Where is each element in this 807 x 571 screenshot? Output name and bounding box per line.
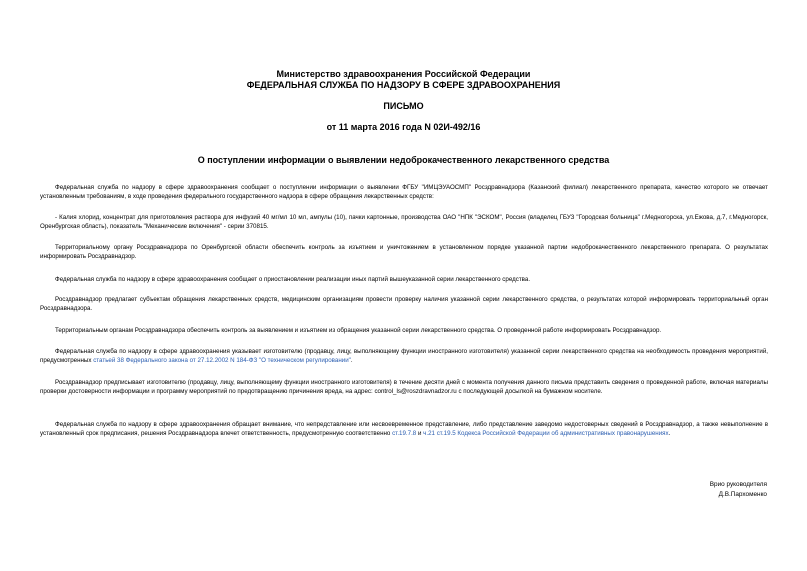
doc-type: ПИСЬМО bbox=[383, 101, 424, 111]
paragraph-4: Федеральная служба по надзору в сфере здравоохранения сообщает о приостановлении реализации иных партий вышеуказанной серии лекарственного средства. bbox=[55, 276, 531, 283]
signatory-name: Д.В.Пархоменко bbox=[718, 491, 767, 498]
paragraph-9-mid: и bbox=[416, 429, 424, 437]
paragraph-7-end: . bbox=[350, 356, 353, 364]
paragraph-5: Росздравнадзор предлагает субъектам обращения лекарственных средств, медицинским организациям провести проверку наличия указанной серии лекарственного средства, о результатах которой информировать территориальный орган Росздравнадзора. bbox=[40, 296, 768, 312]
code-article-link-1[interactable]: ст.19.7.8 bbox=[392, 429, 417, 437]
paragraph-9-text: Федеральная служба по надзору в сфере здравоохранения обращает внимание, что непредставление или несвоевременное представление, либо представление заведомо недостоверных сведений в Росздравнадзор, а также невыполнение в установленный срок предписания, решения Росздравнадзора влечет ответственность, предусмотренную соответственно bbox=[40, 421, 768, 437]
paragraph-3: Территориальному органу Росздравнадзора по Оренбургской области обеспечить контроль за изъятием и уничтожением в установленном порядке указанной партии недоброкачественного лекарственного препарата. О результатах информировать Росздравнадзор. bbox=[40, 244, 768, 260]
signatory-title: Врио руководителя bbox=[709, 481, 767, 488]
paragraph-9 bbox=[40, 421, 768, 438]
ministry-title: Министерство здравоохранения Российской Федерации bbox=[276, 69, 531, 79]
code-article-link-2[interactable]: ч.21 ст.19.5 Кодекса Российской Федерации об административных правонарушениях bbox=[423, 429, 669, 437]
doc-subject: О поступлении информации о выявлении недоброкачественного лекарственного средства bbox=[197, 155, 610, 165]
paragraph-9-end: . bbox=[668, 429, 671, 437]
paragraph-2: - Калия хлорид, концентрат для приготовления раствора для инфузий 40 мг/мл 10 мл, ампулы (10), пачки картонные, производства ОАО "НПК "ЭСКОМ", Россия (владелец ГБУЗ "Городская больница" г.Медногорска, ул.Ежова, д.7, г.Медногорск, Оренбургская область), показатель "Механические включения" - серии 370815. bbox=[40, 214, 768, 230]
paragraph-8: Росздравнадзор предписывает изготовителю (продавцу, лицу, выполняющему функции иностранного изготовителя) в течение десяти дней с момента получения данного письма представить сведения о проведенной работе, включая материалы проверки достоверности информации и программу мероприятий по предотвращению причинения вреда, на адрес: control_ls@roszdravnadzor.ru с последующей досылкой на бумажном носителе. bbox=[40, 379, 768, 395]
doc-date-number: от 11 марта 2016 года N 02И-492/16 bbox=[326, 122, 481, 132]
paragraph-6: Территориальным органам Росздравнадзора обеспечить контроль за выявлением и изъятием из обращения указанной серии лекарственного средства. О проведенной работе информировать Росздравнадзор. bbox=[55, 327, 662, 334]
paragraph-7 bbox=[40, 348, 768, 365]
law-article-link[interactable]: статьей 38 Федерального закона от 27.12.2002 N 184-ФЗ "О техническом регулировании" bbox=[93, 356, 351, 364]
paragraph-7-text: Федеральная служба по надзору в сфере здравоохранения указывает изготовителю (продавцу, лицу, выполняющему функции иностранного изготовителя) указанной серии лекарственного средства на необходимость проведения мероприятий, предусмотренных bbox=[40, 348, 768, 364]
paragraph-1: Федеральная служба по надзору в сфере здравоохранения сообщает о поступлении информации о выявлении ФГБУ "ИМЦЭУАОСМП" Росздравнадзора (Казанский филиал) лекарственного препарата, качество которого не отвечает установленным требованиям, в ходе проведения федерального государственного надзора в сфере обращения лекарственных средств: bbox=[40, 184, 768, 200]
service-title: ФЕДЕРАЛЬНАЯ СЛУЖБА ПО НАДЗОРУ В СФЕРЕ ЗДРАВООХРАНЕНИЯ bbox=[246, 80, 561, 90]
